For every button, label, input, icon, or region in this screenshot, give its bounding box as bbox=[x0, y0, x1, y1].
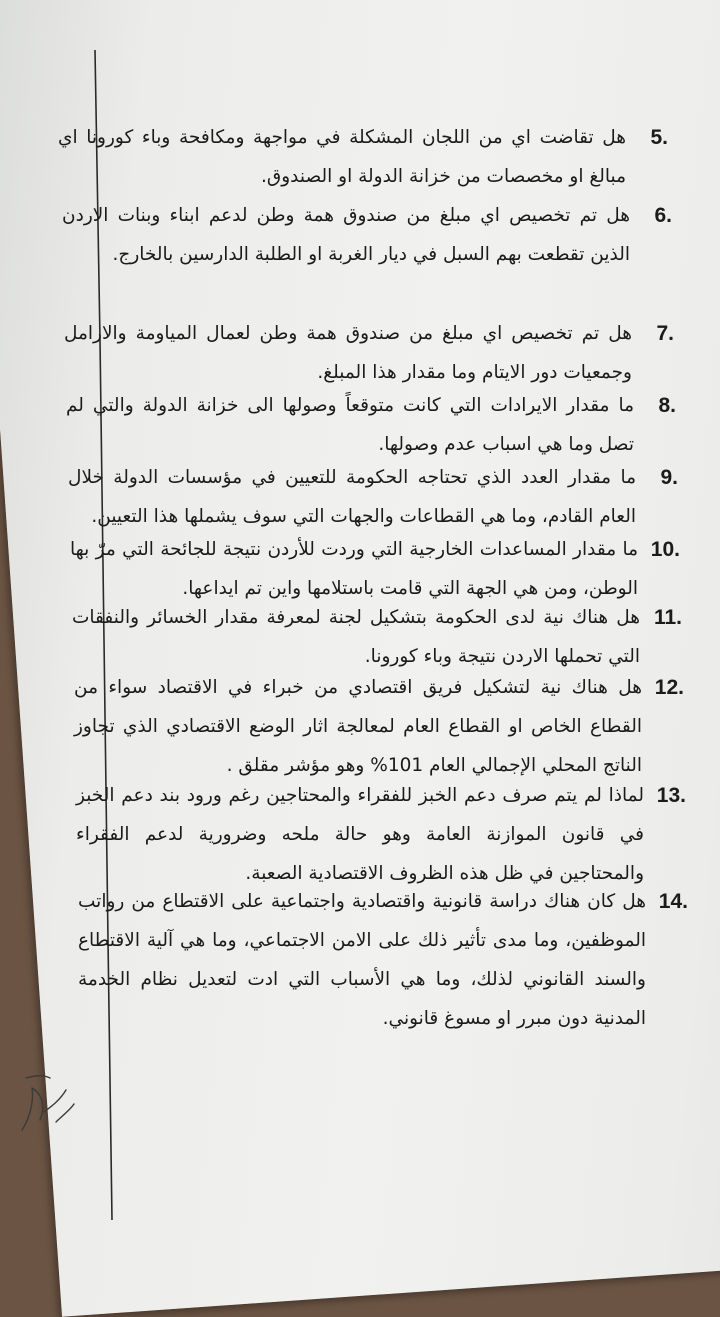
question-text: هل هناك نية لدى الحكومة بتشكيل لجنة لمعرفة مقدار الخسائر والنفقات التي تحملها الاردن نتيجة وباء كورونا. bbox=[72, 607, 640, 667]
question-9 bbox=[68, 458, 678, 536]
question-text: ما مقدار العدد الذي تحتاجه الحكومة للتعيين في مؤسسات الدولة خلال العام القادم، وما هي القطاعات والجهات التي سوف يشملها هذا التعيين. bbox=[68, 467, 636, 527]
question-text: هل كان هناك دراسة قانونية واقتصادية واجتماعية على الاقتطاع من رواتب الموظفين، وما مدى تأثير ذلك على الامن الاجتماعي، وما هي آلية الاقتطاع والسند القانوني لذلك، وما هي الأسباب التي ادت لتعديل نظام الخدمة المدنية دون مبرر او مسوغ قانوني. bbox=[78, 891, 646, 1029]
question-13 bbox=[76, 776, 686, 893]
question-text: لماذا لم يتم صرف دعم الخبز للفقراء والمحتاجين رغم ورود بند دعم الخبز في قانون الموازنة العامة وهو حالة ملحه وضرورية لدعم الفقراء والمحتاجين في ظل هذه الظروف الاقتصادية الصعبة. bbox=[76, 785, 644, 884]
question-8 bbox=[66, 386, 676, 464]
question-text: هل تم تخصيص اي مبلغ من صندوق همة وطن لدعم ابناء وبنات الاردن الذين تقطعت بهم السبل في ديار الغربة او الطلبة الدارسين بالخارج. bbox=[62, 205, 630, 265]
question-number: 10. bbox=[650, 538, 680, 561]
question-12 bbox=[74, 668, 684, 785]
question-number: 11. bbox=[653, 606, 682, 629]
question-number: 9. bbox=[660, 466, 678, 489]
question-number: 13. bbox=[656, 784, 686, 807]
question-number: 7. bbox=[656, 322, 674, 345]
question-5 bbox=[58, 118, 668, 196]
question-number: 5. bbox=[650, 126, 668, 149]
question-text: ما مقدار المساعدات الخارجية التي وردت للأردن نتيجة للجائحة التي مرّ بها الوطن، ومن هي الجهة التي قامت باستلامها واين تم ايداعها. bbox=[70, 539, 638, 599]
question-number: 6. bbox=[654, 204, 672, 227]
question-6 bbox=[62, 196, 672, 274]
question-11 bbox=[72, 598, 682, 676]
question-number: 12. bbox=[654, 676, 684, 699]
question-7 bbox=[64, 314, 674, 392]
question-number: 8. bbox=[658, 394, 676, 417]
question-text: هل تم تخصيص اي مبلغ من صندوق همة وطن لعمال المياومة والارامل وجمعيات دور الايتام وما مقدار هذا المبلغ. bbox=[64, 323, 632, 383]
question-14 bbox=[78, 882, 688, 1038]
question-text: هل تقاضت اي من اللجان المشكلة في مواجهة ومكافحة وباء كورونا اي مبالغ او مخصصات من خزانة الدولة او الصندوق. bbox=[58, 127, 626, 187]
question-10 bbox=[70, 530, 680, 608]
question-text: ما مقدار الايرادات التي كانت متوقعاً وصولها الى خزانة الدولة والتي لم تصل وما هي اسباب عدم وصولها. bbox=[66, 395, 634, 455]
handwritten-signature bbox=[12, 1060, 82, 1140]
question-text: هل هناك نية لتشكيل فريق اقتصادي من خبراء في الاقتصاد سواء من القطاع الخاص او القطاع العام لمعالجة اثار الوضع الاقتصادي الذي تجاوز الناتج المحلي الإجمالي العام 101% وهو مؤشر مقلق . bbox=[74, 677, 642, 776]
question-number: 14. bbox=[658, 890, 688, 913]
